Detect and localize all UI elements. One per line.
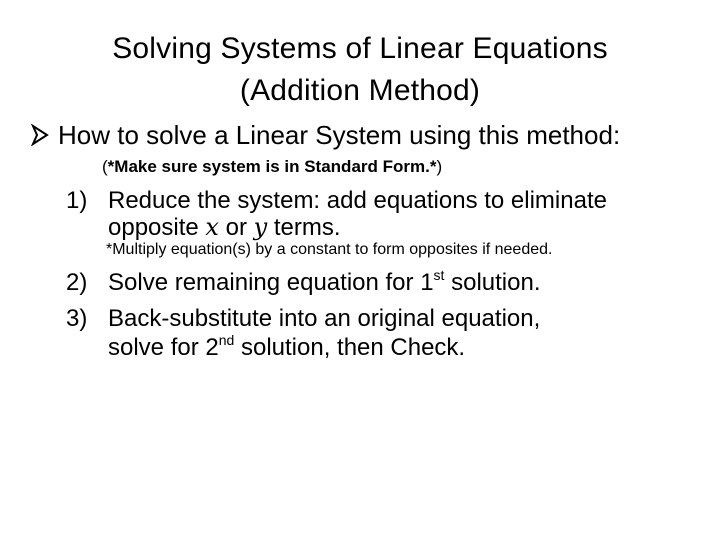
- title-line-2: (Addition Method): [239, 74, 481, 107]
- main-bullet: [30, 118, 620, 154]
- step-3-line-2: [108, 333, 465, 362]
- variable-y: y: [253, 213, 268, 241]
- note-close-paren: ): [436, 157, 443, 176]
- step-number: 3): [66, 305, 88, 332]
- step-1-line-2: [108, 213, 341, 242]
- step-3-line-1: Back-substitute into an original equation,: [108, 305, 541, 332]
- variable-x: x: [205, 213, 219, 241]
- step-1-text-c: terms.: [267, 214, 341, 241]
- note-open-paren: (: [102, 157, 108, 176]
- note-bold-text: *Make sure system is in Standard Form.*: [107, 157, 437, 176]
- step-3-text-a: solve for 2: [108, 334, 219, 361]
- step-3-text-b: solution, then Check.: [234, 334, 466, 361]
- step-1-text-b: or: [218, 214, 254, 241]
- step-2-text: [108, 268, 541, 297]
- main-bullet-text: How to solve a Linear System using this method:: [58, 120, 621, 150]
- step-1-line-1: Reduce the system: add equations to eliminate: [108, 187, 607, 214]
- step-number: 2): [66, 269, 88, 296]
- multiply-note: *Multiply equation(s) by a constant to form opposites if needed.: [106, 241, 553, 258]
- step-2-text-b: solution.: [444, 269, 541, 296]
- standard-form-note: [102, 156, 442, 178]
- step-number: 1): [66, 187, 88, 214]
- title-line-1: Solving Systems of Linear Equations: [112, 32, 608, 65]
- step-2-text-a: Solve remaining equation for 1: [108, 269, 434, 296]
- ordinal-superscript: nd: [218, 332, 235, 348]
- ordinal-superscript: st: [433, 267, 445, 283]
- slide-title: [40, 28, 680, 112]
- arrow-bullet-icon: [30, 120, 58, 154]
- step-1-text-a: opposite: [108, 214, 206, 241]
